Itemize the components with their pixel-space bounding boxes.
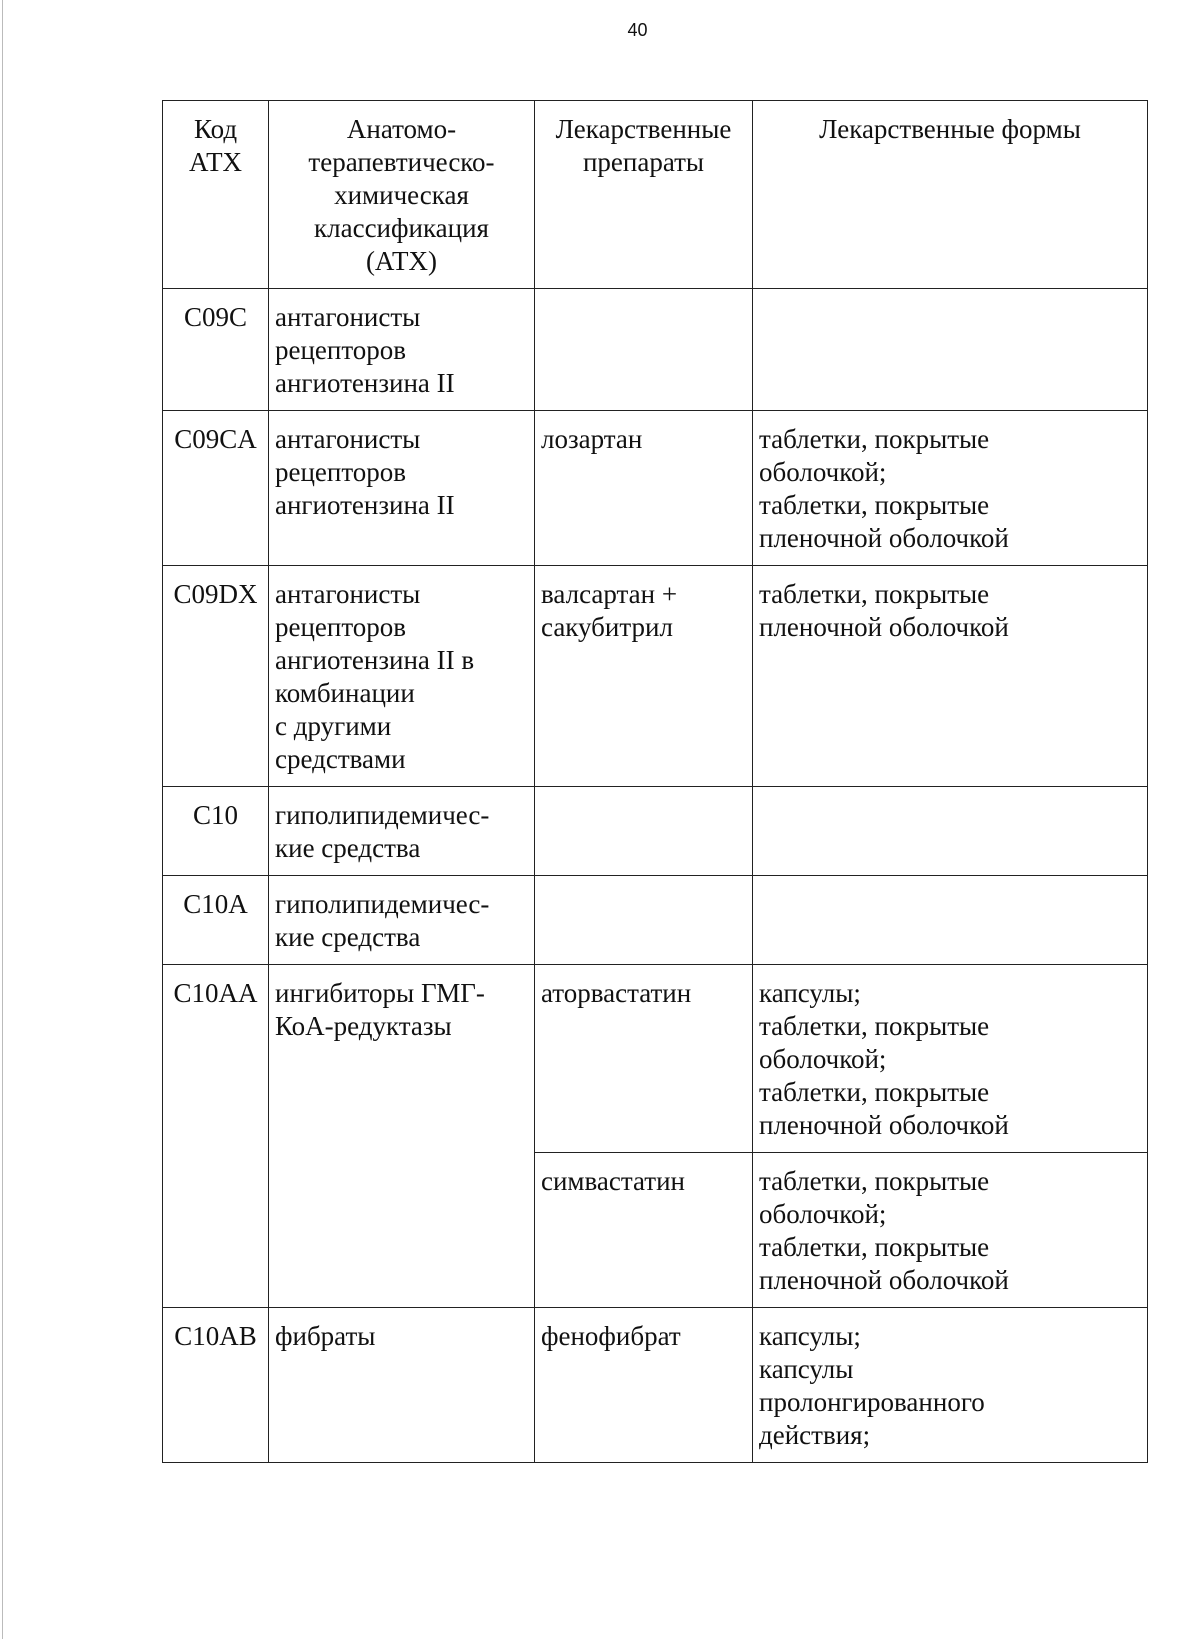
classification-line: КоА-редуктазы [275,1011,452,1041]
table-header-row [163,101,1148,289]
classification-line: рецепторов [275,612,407,642]
classification-line: с другими [275,711,392,741]
atc-code-cell: C09CA [163,411,269,566]
classification-line: комбинации [275,678,415,708]
header-line: Код [193,114,238,144]
dosage-form-line: пленочной оболочкой [759,1265,1009,1295]
classification-line: антагонисты [275,424,421,454]
dosage-form-line: капсулы; [759,978,861,1008]
scan-edge-line [2,0,3,1639]
atc-code-cell: C09DX [163,566,269,787]
classification-line: рецепторов [275,335,407,365]
atc-code-cell: C10AA [163,965,269,1308]
drug-cell [535,289,753,411]
dosage-form-line: таблетки, покрытые [759,424,990,454]
header-line: классификация [314,213,489,243]
dosage-form-line: пленочной оболочкой [759,612,1009,642]
header-line: Лекарственные формы [819,114,1081,144]
classification-line: ингибиторы ГМГ- [275,978,485,1008]
drug-cell [535,566,753,787]
atc-code-cell: C10AB [163,1308,269,1463]
dosage-form-line: пленочной оболочкой [759,523,1009,553]
atc-code-cell: C10A [163,876,269,965]
header-dosage-forms [753,101,1148,289]
header-line: Анатомо- [346,114,457,144]
classification-line: гиполипидемичес- [275,800,490,830]
classification-line: антагонисты [275,579,421,609]
drug-cell [535,876,753,965]
atc-classification-cell [269,1308,535,1463]
dosage-form-cell [753,566,1148,787]
atc-code-cell: C09C [163,289,269,411]
drug-cell [535,1308,753,1463]
drug-cell [535,411,753,566]
atc-classification-cell [269,876,535,965]
drug-cell [535,787,753,876]
header-line: (АТХ) [365,246,438,276]
table-row [163,876,1148,965]
table-row [163,965,1148,1153]
drug-line: аторвастатин [541,978,692,1008]
header-drugs [535,101,753,289]
header-atc-classification [269,101,535,289]
drug-cell [535,965,753,1153]
classification-line: фибраты [275,1321,376,1351]
table-row [163,787,1148,876]
dosage-form-line: таблетки, покрытые [759,1077,990,1107]
atc-table [162,100,1148,1463]
classification-line: средствами [275,744,406,774]
dosage-form-cell [753,876,1148,965]
dosage-form-line: капсулы; [759,1321,861,1351]
table-row [163,411,1148,566]
atc-table-body [163,289,1148,1463]
dosage-form-line: таблетки, покрытые [759,1166,990,1196]
dosage-form-line: таблетки, покрытые [759,1011,990,1041]
dosage-form-line: оболочкой; [759,1044,887,1074]
header-atc-code [163,101,269,289]
dosage-form-line: таблетки, покрытые [759,579,990,609]
header-line: химическая [334,180,469,210]
classification-line: ангиотензина II [275,490,455,520]
table-row [163,1308,1148,1463]
dosage-form-cell [753,1153,1148,1308]
atc-classification-cell [269,787,535,876]
dosage-form-cell [753,1308,1148,1463]
dosage-form-cell [753,965,1148,1153]
dosage-form-cell [753,411,1148,566]
dosage-form-line: оболочкой; [759,1199,887,1229]
dosage-form-line: капсулы [759,1354,854,1384]
dosage-form-cell [753,787,1148,876]
drug-line: фенофибрат [541,1321,681,1351]
classification-line: антагонисты [275,302,421,332]
atc-code-cell: C10 [163,787,269,876]
header-line: Лекарственные [555,114,732,144]
classification-line: рецепторов [275,457,407,487]
drug-line: сакубитрил [541,612,673,642]
dosage-form-line: таблетки, покрытые [759,1232,990,1262]
dosage-form-cell [753,289,1148,411]
drug-cell [535,1153,753,1308]
dosage-form-line: таблетки, покрытые [759,490,990,520]
atc-classification-cell [269,965,535,1308]
table-row [163,289,1148,411]
classification-line: гиполипидемичес- [275,889,490,919]
drug-line: валсартан + [541,579,678,609]
dosage-form-line: действия; [759,1420,871,1450]
dosage-form-line: пленочной оболочкой [759,1110,1009,1140]
classification-line: кие средства [275,833,421,863]
dosage-form-line: оболочкой; [759,457,887,487]
classification-line: кие средства [275,922,421,952]
dosage-form-line: пролонгированного [759,1387,985,1417]
classification-line: ангиотензина II [275,368,455,398]
table-row [163,566,1148,787]
header-line: терапевтическо- [308,147,495,177]
drug-line: симвастатин [541,1166,685,1196]
page-number: 40 [627,20,648,40]
atc-classification-cell [269,566,535,787]
atc-classification-cell [269,411,535,566]
header-line: АТХ [188,147,243,177]
classification-line: ангиотензина II в [275,645,475,675]
atc-classification-cell [269,289,535,411]
header-line: препараты [582,147,705,177]
drug-line: лозартан [541,424,643,454]
